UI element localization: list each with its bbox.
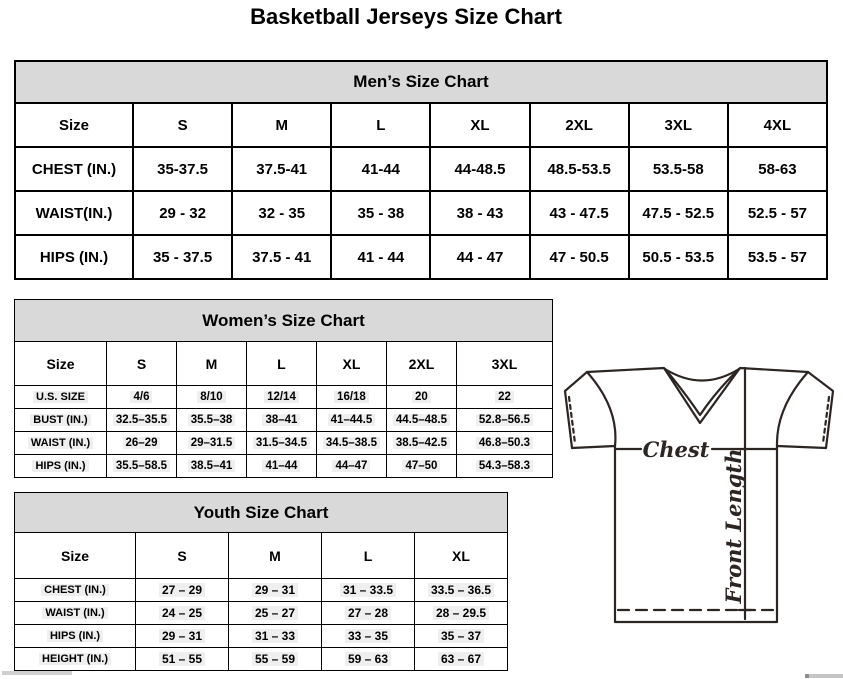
table-cell: 41–44 <box>246 455 316 478</box>
right-armhole-seam <box>777 372 808 446</box>
table-cell: 8/10 <box>176 386 246 409</box>
column-header: M <box>232 103 331 147</box>
table-row <box>15 103 827 147</box>
table-row <box>15 147 827 191</box>
column-header: Size <box>15 103 133 147</box>
column-header: L <box>322 533 415 579</box>
table-cell: 27 – 29 <box>136 579 229 602</box>
table-cell: 24 – 25 <box>136 602 229 625</box>
table-cell: 44–47 <box>316 455 386 478</box>
table-cell: 44.5–48.5 <box>386 409 456 432</box>
table-row <box>15 235 827 279</box>
column-header: L <box>246 342 316 386</box>
table-cell: 29 – 31 <box>136 625 229 648</box>
table-cell: 29–31.5 <box>176 432 246 455</box>
table-cell: 46.8–50.3 <box>456 432 552 455</box>
table-row <box>15 579 508 602</box>
table-cell: 41 - 44 <box>331 235 430 279</box>
column-header: XL <box>316 342 386 386</box>
table-row <box>15 300 553 342</box>
column-header: Size <box>15 533 136 579</box>
scrollbar-fragment-left <box>2 671 72 675</box>
table-cell: 35 - 37.5 <box>133 235 232 279</box>
table-cell: 27 – 28 <box>322 602 415 625</box>
table-row <box>15 432 553 455</box>
table-cell: 52.5 - 57 <box>728 191 827 235</box>
table-cell: 59 – 63 <box>322 648 415 671</box>
scrollbar-fragment-right <box>805 674 843 678</box>
table-cell: 41–44.5 <box>316 409 386 432</box>
table-cell: 31.5–34.5 <box>246 432 316 455</box>
column-header: XL <box>415 533 508 579</box>
table-cell: 38 - 43 <box>430 191 529 235</box>
jersey-outline-icon <box>565 368 833 622</box>
row-label: WAIST (IN.) <box>15 602 136 625</box>
table-row <box>15 191 827 235</box>
column-header: S <box>133 103 232 147</box>
table-cell: 41-44 <box>331 147 430 191</box>
table-cell: 12/14 <box>246 386 316 409</box>
table-row <box>15 61 827 103</box>
table-cell: 26–29 <box>107 432 177 455</box>
table-row <box>15 602 508 625</box>
table-cell: 33.5 – 36.5 <box>415 579 508 602</box>
jersey-diagram <box>555 358 843 650</box>
table-cell: 47–50 <box>386 455 456 478</box>
table-cell: 38.5–41 <box>176 455 246 478</box>
table-row <box>15 342 553 386</box>
row-label: WAIST(IN.) <box>15 191 133 235</box>
table-cell: 53.5 - 57 <box>728 235 827 279</box>
table-cell: 37.5-41 <box>232 147 331 191</box>
table-row <box>15 409 553 432</box>
row-label: CHEST (IN.) <box>15 147 133 191</box>
column-header: 2XL <box>386 342 456 386</box>
table-cell: 54.3–58.3 <box>456 455 552 478</box>
column-header: S <box>136 533 229 579</box>
chest-label: Chest <box>642 437 710 462</box>
table-cell: 25 – 27 <box>229 602 322 625</box>
table-cell: 34.5–38.5 <box>316 432 386 455</box>
table-cell: 53.5-58 <box>629 147 728 191</box>
page-title: Basketball Jerseys Size Chart <box>250 4 562 29</box>
table-cell: 48.5-53.5 <box>530 147 629 191</box>
table-cell: 43 - 47.5 <box>530 191 629 235</box>
table-cell: 32 - 35 <box>232 191 331 235</box>
column-header: XL <box>430 103 529 147</box>
column-header: Size <box>15 342 107 386</box>
table-cell: 58-63 <box>728 147 827 191</box>
column-header: 3XL <box>629 103 728 147</box>
row-label: CHEST (IN.) <box>15 579 136 602</box>
table-cell: 29 – 31 <box>229 579 322 602</box>
table-cell: 55 – 59 <box>229 648 322 671</box>
table-row <box>15 533 508 579</box>
column-header: 2XL <box>530 103 629 147</box>
table-cell: 44 - 47 <box>430 235 529 279</box>
table-row <box>15 625 508 648</box>
table-cell: 44-48.5 <box>430 147 529 191</box>
table-cell: 63 – 67 <box>415 648 508 671</box>
table-cell: 47 - 50.5 <box>530 235 629 279</box>
row-label: HEIGHT (IN.) <box>15 648 136 671</box>
table-cell: 47.5 - 52.5 <box>629 191 728 235</box>
table-row <box>15 493 508 533</box>
table-cell: 31 – 33 <box>229 625 322 648</box>
table-row <box>15 648 508 671</box>
column-header: L <box>331 103 430 147</box>
table-cell: 4/6 <box>107 386 177 409</box>
table-cell: 29 - 32 <box>133 191 232 235</box>
row-label: BUST (IN.) <box>15 409 107 432</box>
table-cell: 22 <box>456 386 552 409</box>
table-cell: 50.5 - 53.5 <box>629 235 728 279</box>
table-cell: 20 <box>386 386 456 409</box>
mens-size-table <box>14 60 828 280</box>
table-cell: 51 – 55 <box>136 648 229 671</box>
table-cell: 35-37.5 <box>133 147 232 191</box>
table-cell: 35.5–38 <box>176 409 246 432</box>
table-cell: 38.5–42.5 <box>386 432 456 455</box>
table-row <box>15 455 553 478</box>
column-header: M <box>229 533 322 579</box>
table-cell: 31 – 33.5 <box>322 579 415 602</box>
front-length-label: Front Length <box>721 448 746 604</box>
table-cell: 16/18 <box>316 386 386 409</box>
column-header: 3XL <box>456 342 552 386</box>
table-cell: 33 – 35 <box>322 625 415 648</box>
table-cell: 28 – 29.5 <box>415 602 508 625</box>
table-cell: 52.8–56.5 <box>456 409 552 432</box>
left-armhole-seam <box>587 372 615 446</box>
womens-size-table <box>14 299 553 478</box>
youth-size-table <box>14 492 508 671</box>
youth-table-title: Youth Size Chart <box>15 493 508 533</box>
table-cell: 32.5–35.5 <box>107 409 177 432</box>
row-label: HIPS (IN.) <box>15 455 107 478</box>
table-cell: 35 - 38 <box>331 191 430 235</box>
table-cell: 38–41 <box>246 409 316 432</box>
column-header: 4XL <box>728 103 827 147</box>
row-label: HIPS (IN.) <box>15 235 133 279</box>
mens-table-title: Men’s Size Chart <box>15 61 827 103</box>
table-cell: 35.5–58.5 <box>107 455 177 478</box>
row-label: WAIST (IN.) <box>15 432 107 455</box>
table-cell: 35 – 37 <box>415 625 508 648</box>
table-cell: 37.5 - 41 <box>232 235 331 279</box>
row-label: U.S. SIZE <box>15 386 107 409</box>
table-row <box>15 386 553 409</box>
womens-table-title: Women’s Size Chart <box>15 300 553 342</box>
column-header: S <box>107 342 177 386</box>
column-header: M <box>176 342 246 386</box>
row-label: HIPS (IN.) <box>15 625 136 648</box>
